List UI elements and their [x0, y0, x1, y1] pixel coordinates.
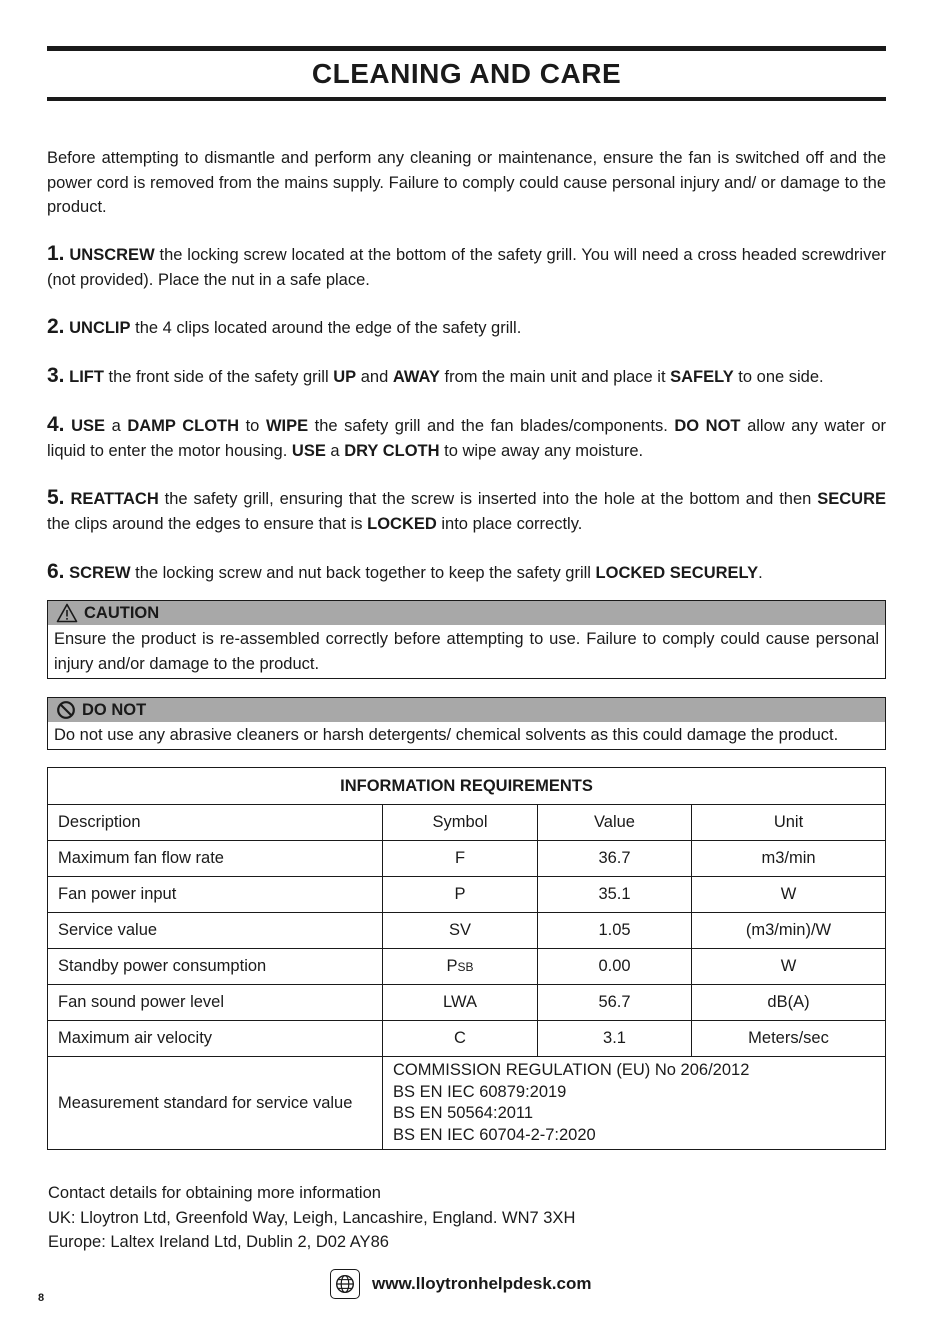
title-underline [47, 97, 886, 101]
row-symbol: SV [383, 913, 538, 949]
row-description: Standby power consumption [48, 949, 383, 985]
table-row [48, 985, 886, 1021]
step-keyword: UP [333, 368, 357, 386]
standard-row [48, 1057, 886, 1150]
standard-list [383, 1057, 886, 1150]
step-number: 1. [47, 242, 65, 265]
information-requirements-table [47, 767, 886, 1150]
table-title: INFORMATION REQUIREMENTS [48, 768, 886, 805]
step-6: 6. SCREW the locking screw and nut back together to keep the safety grill LOCKED SECURELY. [47, 560, 763, 583]
prohibited-icon [56, 700, 76, 720]
contact-details [48, 1181, 575, 1255]
step-number: 2. [47, 315, 65, 338]
step-keyword: UNSCREW [69, 246, 155, 264]
row-value: 0.00 [538, 949, 692, 985]
globe-icon [330, 1269, 360, 1299]
footer-website [330, 1269, 591, 1299]
step-keyword: AWAY [392, 368, 440, 386]
contact-europe: Europe: Laltex Ireland Ltd, Dublin 2, D02 AY86 [48, 1233, 389, 1251]
step-keyword: USE [291, 441, 326, 460]
step-keyword: DO NOT [674, 417, 741, 435]
row-unit: m3/min [692, 841, 886, 877]
step-keyword: UNCLIP [69, 319, 131, 337]
table-header-row [48, 805, 886, 841]
table-row [48, 1021, 886, 1057]
standard-line: BS EN IEC 60704-2-7:2020 [393, 1125, 596, 1144]
step-keyword: LOCKED [367, 514, 437, 533]
donot-box [47, 697, 886, 750]
step-4: 4. USE a DAMP CLOTH to WIPE the safety grill and the fan blades/components. DO NOT allow any water or liquid to enter the motor housing. USE a DRY CLOTH to wipe away any moisture. [47, 413, 887, 460]
donot-text: Do not use any abrasive cleaners or harsh detergents/ chemical solvents as this could damage the product. [54, 726, 839, 744]
row-symbol: C [383, 1021, 538, 1057]
table-row [48, 913, 886, 949]
row-value: 56.7 [538, 985, 692, 1021]
row-value: 1.05 [538, 913, 692, 949]
intro-paragraph: Before attempting to dismantle and perform any cleaning or maintenance, ensure the fan is switched off and the power cord is removed from the mains supply. Failure to comply could cause personal injury and/ or damage to the product. [47, 149, 886, 216]
page-title: CLEANING AND CARE [311, 58, 622, 89]
contact-uk: UK: Lloytron Ltd, Greenfold Way, Leigh, Lancashire, England. WN7 3XH [48, 1208, 576, 1227]
caution-header [48, 601, 885, 625]
step-3: 3. LIFT the front side of the safety grill UP and AWAY from the main unit and place it SAFELY to one side. [47, 364, 824, 387]
table-row [48, 949, 886, 985]
step-1: 1. UNSCREW the locking screw located at the bottom of the safety grill. You will need a cross headed screwdriver (not provided). Place the nut in a safe place. [47, 242, 887, 289]
caution-box [47, 600, 886, 679]
standard-line: COMMISSION REGULATION (EU) No 206/2012 [393, 1061, 750, 1079]
standard-line: BS EN 50564:2011 [393, 1104, 534, 1122]
row-description: Maximum fan flow rate [48, 841, 383, 877]
row-description: Fan power input [48, 877, 383, 913]
page-number: 8 [38, 1292, 45, 1304]
step-number: 5. [47, 486, 65, 509]
table-row [48, 841, 886, 877]
step-keyword: SCREW [69, 564, 131, 582]
header-description: Description [48, 805, 383, 841]
top-rule [47, 46, 886, 51]
step-keyword: DAMP CLOTH [127, 417, 240, 435]
step-number: 6. [47, 560, 65, 583]
step-keyword: DRY CLOTH [344, 441, 440, 460]
donot-header [48, 698, 885, 722]
warning-triangle-icon [56, 603, 78, 623]
step-number: 4. [47, 413, 65, 436]
step-keyword: LOCKED SECURELY [595, 564, 759, 582]
row-unit: W [692, 877, 886, 913]
symbol-psb: PSB [446, 957, 474, 975]
donot-heading: DO NOT [82, 701, 147, 719]
website-link[interactable]: www.lloytronhelpdesk.com [372, 1274, 592, 1293]
row-value: 3.1 [538, 1021, 692, 1057]
standard-label: Measurement standard for service value [48, 1057, 383, 1150]
row-unit: dB(A) [692, 985, 886, 1021]
caution-text: Ensure the product is re-assembled correctly before attempting to use. Failure to comply could cause personal injury and/or damage to the product. [54, 630, 879, 673]
row-description: Service value [48, 913, 383, 949]
step-2: 2. UNCLIP the 4 clips located around the edge of the safety grill. [47, 315, 522, 338]
row-symbol: LWA [383, 985, 538, 1021]
step-5: 5. REATTACH the safety grill, ensuring that the screw is inserted into the hole at the bottom and then SECURE the clips around the edges to ensure that is LOCKED into place correctly. [47, 486, 887, 533]
header-symbol: Symbol [383, 805, 538, 841]
row-unit: (m3/min)/W [692, 913, 886, 949]
contact-heading: Contact details for obtaining more information [48, 1184, 381, 1202]
step-keyword: REATTACH [70, 490, 159, 508]
row-description: Maximum air velocity [48, 1021, 383, 1057]
table-row [48, 877, 886, 913]
row-unit: Meters/sec [692, 1021, 886, 1057]
step-keyword: LIFT [69, 368, 104, 386]
row-unit: W [692, 949, 886, 985]
caution-heading: CAUTION [84, 604, 160, 622]
step-keyword: USE [71, 417, 106, 435]
row-value: 35.1 [538, 877, 692, 913]
step-keyword: SECURE [817, 490, 887, 508]
step-keyword: WIPE [265, 417, 309, 435]
header-unit: Unit [692, 805, 886, 841]
row-symbol [383, 949, 538, 985]
header-value: Value [538, 805, 692, 841]
row-symbol: F [383, 841, 538, 877]
standard-line: BS EN IEC 60879:2019 [393, 1082, 567, 1101]
row-description: Fan sound power level [48, 985, 383, 1021]
step-keyword: SAFELY [670, 368, 734, 386]
step-number: 3. [47, 364, 65, 387]
row-value: 36.7 [538, 841, 692, 877]
row-symbol: P [383, 877, 538, 913]
